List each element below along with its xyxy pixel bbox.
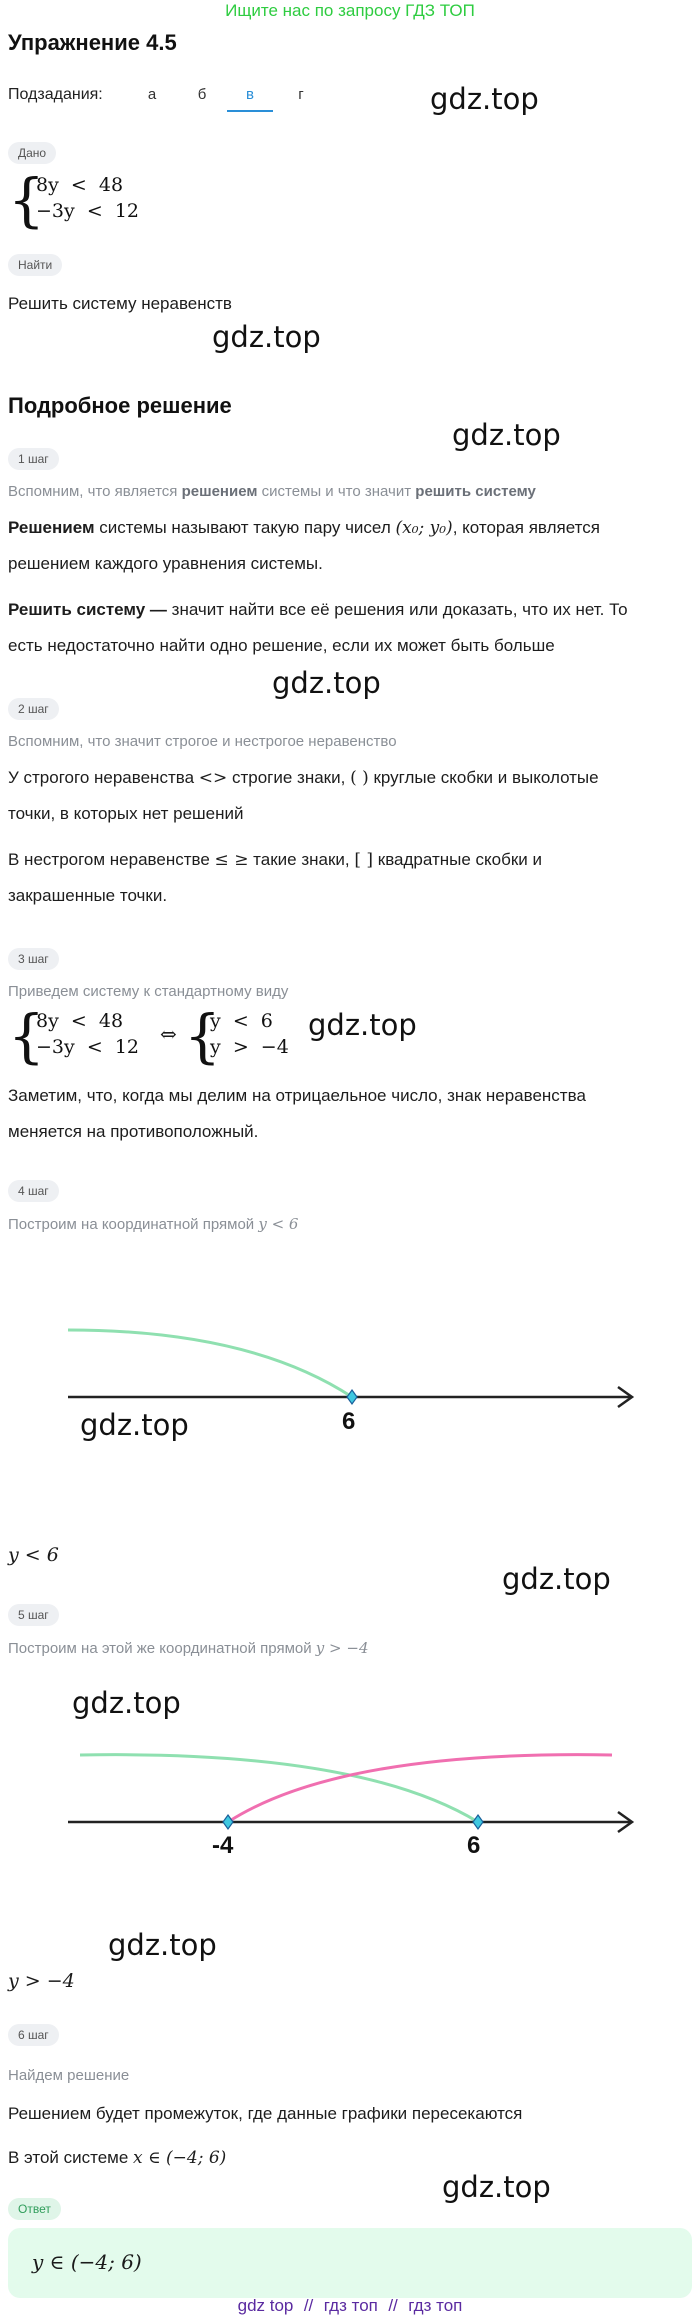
solution-title: Подробное решение bbox=[8, 393, 232, 418]
step2-paragraph-1-line2: точки, в которых нет решений bbox=[8, 804, 244, 823]
step1-hint bbox=[8, 482, 536, 502]
step1-pill-wrap bbox=[8, 448, 59, 470]
footer-link-3[interactable]: гдз топ bbox=[408, 2296, 463, 2315]
step1-paragraph-2-line2: есть недостаточно найти одно решение, если их может быть больше bbox=[8, 636, 555, 655]
step1-hint-bold: решением bbox=[181, 483, 258, 500]
watermark: gdz.top bbox=[452, 418, 561, 452]
step2-hint: Вспомним, что значит строгое и нестрогое неравенство bbox=[8, 733, 397, 750]
axis-label-6: 6 bbox=[467, 1832, 481, 1859]
axis-label-minus-4: -4 bbox=[212, 1832, 234, 1859]
given-line-2: −3y < 12 bbox=[36, 200, 139, 222]
math-inline: y > −4 bbox=[315, 1639, 369, 1657]
step1-paragraph-1-line2: решением каждого уравнения системы. bbox=[8, 554, 323, 573]
step1-paragraph-1 bbox=[8, 516, 600, 540]
text-part: У строгого неравенства bbox=[8, 768, 199, 787]
step5-pill-wrap bbox=[8, 1604, 59, 1626]
system-brace: { bbox=[184, 1002, 221, 1070]
text-part: строгие знаки, bbox=[227, 768, 351, 787]
promo-banner[interactable]: Ищите нас по запросу ГДЗ ТОП bbox=[225, 1, 475, 20]
answer-pill-wrap bbox=[8, 2198, 61, 2220]
tab-a[interactable]: а bbox=[147, 86, 157, 103]
math-inline: x ∈ (−4; 6) bbox=[133, 2148, 227, 2168]
step1-hint-bold: решить систему bbox=[415, 483, 536, 500]
watermark: gdz.top bbox=[502, 1562, 611, 1596]
step1-pill: 1 шаг bbox=[8, 448, 59, 470]
step3-right-line-1: y < 6 bbox=[210, 1010, 273, 1032]
step6-pill-wrap bbox=[8, 2024, 59, 2046]
find-pill: Найти bbox=[8, 254, 62, 276]
footer bbox=[0, 2296, 700, 2316]
text-part: , которая является bbox=[452, 518, 600, 537]
math-inline: <> bbox=[198, 768, 228, 788]
answer-value: y ∈ (−4; 6) bbox=[32, 2250, 142, 2274]
watermark: gdz.top bbox=[442, 2170, 551, 2204]
step1-paragraph-2 bbox=[8, 598, 628, 622]
step3-right-line-2: y > −4 bbox=[210, 1036, 289, 1058]
step3-paragraph-line2: меняется на противоположный. bbox=[8, 1122, 259, 1141]
step2-pill: 2 шаг bbox=[8, 698, 59, 720]
solution-arc-less-6 bbox=[68, 1330, 352, 1397]
equivalence-arrow: ⇔ bbox=[160, 1022, 177, 1046]
text-part: В этой системе bbox=[8, 2148, 134, 2167]
term-bold: Решением bbox=[8, 518, 95, 537]
number-line-2 bbox=[0, 1730, 700, 1870]
watermark: gdz.top bbox=[272, 666, 381, 700]
given-pill: Дано bbox=[8, 142, 56, 164]
page-title: Упражнение 4.5 bbox=[8, 30, 177, 55]
math-inline: [ ] bbox=[354, 850, 374, 870]
footer-separator: // bbox=[303, 2296, 314, 2315]
step1-hint-part: Вспомним, что является bbox=[8, 483, 182, 500]
open-point-minus-4 bbox=[223, 1815, 233, 1829]
watermark: gdz.top bbox=[80, 1408, 189, 1442]
answer-pill: Ответ bbox=[8, 2198, 61, 2220]
step3-left-line-2: −3y < 12 bbox=[36, 1036, 139, 1058]
step3-hint: Приведем систему к стандартному виду bbox=[8, 983, 289, 1000]
watermark: gdz.top bbox=[108, 1928, 217, 1962]
step3-paragraph-line1: Заметим, что, когда мы делим на отрицаельное число, знак неравенства bbox=[8, 1086, 586, 1105]
watermark: gdz.top bbox=[212, 320, 321, 354]
hint-part: Построим на этой же координатной прямой bbox=[8, 1640, 316, 1657]
answer-box bbox=[8, 2228, 692, 2298]
text-part: значит найти все её решения или доказать, что их нет. То bbox=[166, 600, 628, 619]
math-inline: (x₀; y₀) bbox=[395, 518, 453, 538]
step6-paragraph-1: Решением будет промежуток, где данные графики пересекаются bbox=[8, 2104, 523, 2123]
find-text: Решить систему неравенств bbox=[8, 294, 232, 313]
watermark: gdz.top bbox=[430, 82, 539, 116]
step3-left-line-1: 8y < 48 bbox=[36, 1010, 124, 1032]
find-pill-wrap bbox=[8, 254, 62, 276]
footer-separator: // bbox=[388, 2296, 398, 2315]
system-brace: { bbox=[8, 1002, 45, 1070]
hint-part: Построим на координатной прямой bbox=[8, 1216, 259, 1233]
step4-hint bbox=[8, 1214, 298, 1235]
step4-pill: 4 шаг bbox=[8, 1180, 59, 1202]
axis-label-6: 6 bbox=[342, 1408, 356, 1435]
step6-paragraph-2 bbox=[8, 2146, 226, 2170]
number-line-1 bbox=[0, 1300, 700, 1460]
text-part: такие знаки, bbox=[248, 850, 355, 869]
text-part: круглые скобки и выколотые bbox=[368, 768, 599, 787]
step6-pill: 6 шаг bbox=[8, 2024, 59, 2046]
step3-pill-wrap bbox=[8, 948, 59, 970]
step5-result: y > −4 bbox=[8, 1970, 75, 1992]
step5-hint bbox=[8, 1638, 369, 1659]
math-inline: y < 6 bbox=[258, 1215, 299, 1233]
subtasks-label: Подзадания: bbox=[8, 86, 103, 103]
step2-pill-wrap bbox=[8, 698, 59, 720]
tab-v[interactable]: в bbox=[246, 86, 254, 103]
footer-link-1[interactable]: gdz top bbox=[237, 2296, 294, 2315]
open-point-6 bbox=[473, 1815, 483, 1829]
math-inline: ≤ ≥ bbox=[214, 850, 249, 870]
step5-pill: 5 шаг bbox=[8, 1604, 59, 1626]
step3-pill: 3 шаг bbox=[8, 948, 59, 970]
open-point-6 bbox=[347, 1390, 357, 1404]
step2-paragraph-2 bbox=[8, 848, 542, 872]
watermark: gdz.top bbox=[72, 1686, 181, 1720]
tab-b[interactable]: б bbox=[197, 86, 207, 103]
system-brace: { bbox=[8, 166, 45, 234]
step6-hint: Найдем решение bbox=[8, 2067, 130, 2084]
footer-link-2[interactable]: гдз топ bbox=[323, 2296, 378, 2315]
given-line-1: 8y < 48 bbox=[36, 174, 124, 196]
step1-hint-part: системы и что значит bbox=[257, 483, 416, 500]
step4-pill-wrap bbox=[8, 1180, 59, 1202]
text-part: квадратные скобки и bbox=[373, 850, 542, 869]
term-bold: Решить систему — bbox=[8, 600, 167, 619]
active-tab-indicator bbox=[227, 110, 273, 112]
watermark: gdz.top bbox=[308, 1008, 417, 1042]
step2-paragraph-2-line2: закрашенные точки. bbox=[8, 886, 168, 905]
step2-paragraph-1 bbox=[8, 766, 599, 790]
tab-g[interactable]: г bbox=[298, 86, 304, 103]
given-pill-wrap bbox=[8, 142, 56, 164]
text-part: В нестрогом неравенстве bbox=[8, 850, 215, 869]
step4-result: y < 6 bbox=[8, 1544, 59, 1566]
text-part: системы называют такую пару чисел bbox=[94, 518, 396, 537]
math-inline: ( ) bbox=[350, 768, 369, 788]
